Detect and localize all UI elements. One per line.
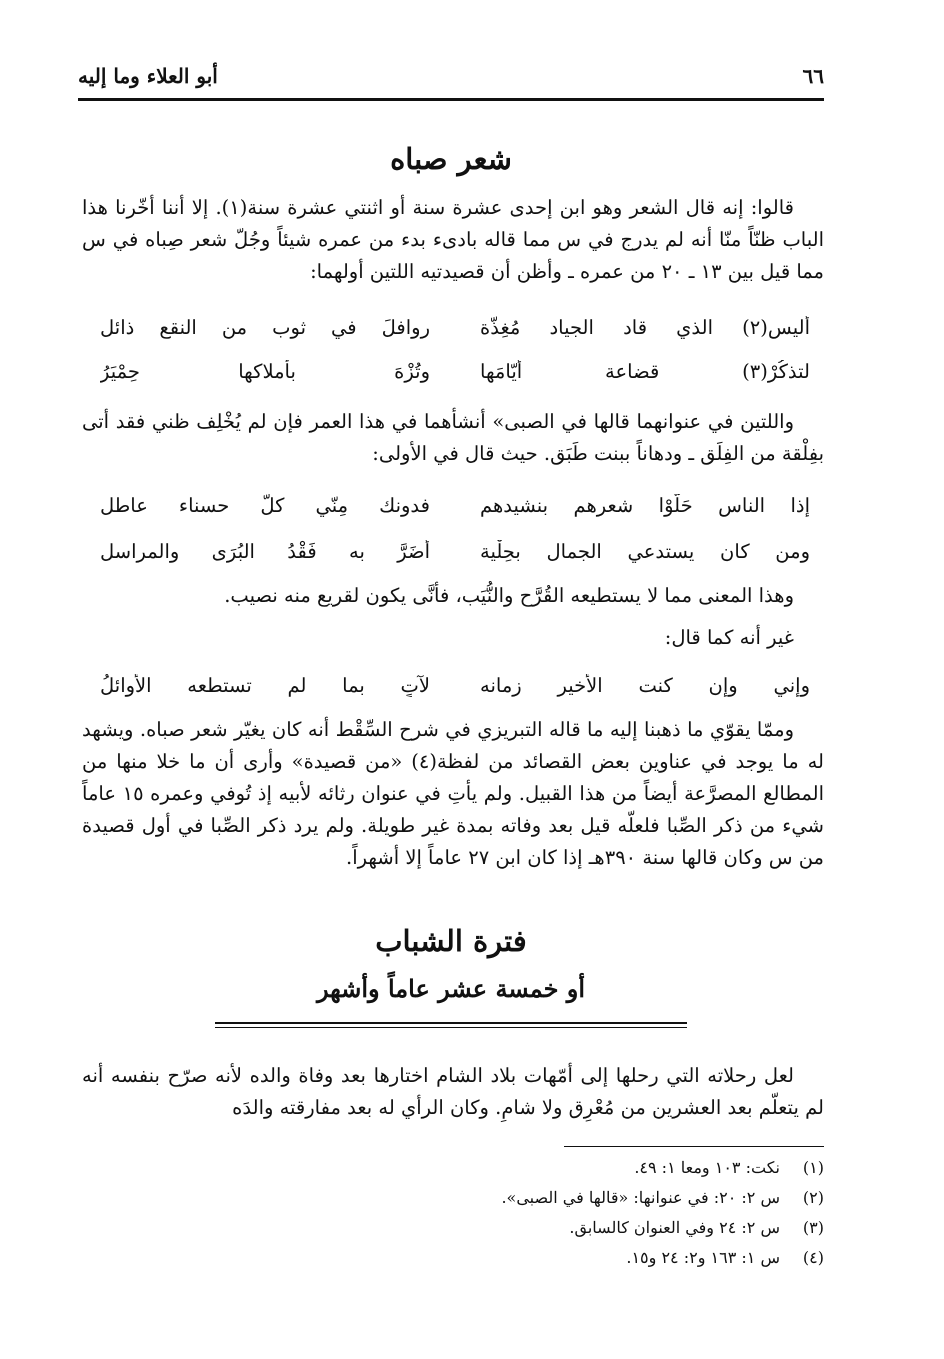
verse-first-hemistich: أليس(٢) الذي قاد الجياد مُغِذّة xyxy=(480,315,810,339)
verse-first-hemistich: إذا الناس حَلّوْا شعرهم بنشيدهم xyxy=(480,493,810,517)
paragraph: وهذا المعنى مما لا يستطيعه القُرَّح والنُّيَب، فأنَّى يكون لقريع منه نصيب. xyxy=(224,584,794,607)
running-title: أبو العلاء وما إليه xyxy=(78,64,218,88)
footnote xyxy=(120,1242,824,1272)
header-rule xyxy=(78,98,824,101)
verse-line xyxy=(100,310,810,344)
footnote-text: نكت: ١٠٣ ومعا ١: ٤٩. xyxy=(634,1157,780,1177)
footnote-number: (١) xyxy=(802,1157,824,1177)
paragraph: وممّا يقوّي ما ذهبنا إليه ما قاله التبريزي في شرح السِّقْط أنه كان يغيّر شعر صباه. ويشهد له ما يوجد في عناوين بعض القصائد من لفظة(٤) «من قصيدة» وأرى أن ما خلا منها من المطالع المصرَّعة أيضاً من هذا القبيل. ولم يأتِ في عنوان رثائه لأبيه إذ تُوفي وعمره ١٥ عاماً شيء من ذكر الصِّبا فلعلّه قيل بعد وفاته بمدة غير طويلة. ولم يرد ذكر الصِّبا في أول قصيدة من س وكان قالها سنة ٣٩٠هـ إذا كان ابن ٢٧ عاماً إلا أشهراً. xyxy=(82,718,825,869)
page-header xyxy=(78,56,824,96)
section-rule xyxy=(215,1022,687,1024)
verse-line xyxy=(100,354,810,388)
section-subtitle: أو خمسة عشر عاماً وأشهر xyxy=(316,974,586,1003)
verse-line xyxy=(100,534,810,568)
verse-first-hemistich: وإني وإن كنت الأخير زمانه xyxy=(480,673,810,697)
footnote-rule xyxy=(564,1146,824,1147)
verse-second-hemistich: وتُزْهَ بأملاكها حِمْيَرُ xyxy=(100,359,430,383)
footnote xyxy=(120,1152,824,1182)
footnote-text: س ٢: ٢٠: في عنوانها: «قالها في الصبى». xyxy=(501,1187,780,1207)
paragraph: قالوا: إنه قال الشعر وهو ابن إحدى عشرة سنة أو اثنتي عشرة سنة(١). إلا أننا أخّرنا هذا الباب ظنّاً منّا أنه لم يدرج في س مما قاله بادىء بدء من عمره شيئاً وجُلّ شعر صِباه في س مما قيل بين ١٣ ـ ٢٠ من عمره ـ وأظن أن قصيدتيه اللتين أولهما: xyxy=(82,196,824,283)
verse-first-hemistich: لتذكُرْ(٣) قضاعة أيّامَها xyxy=(480,359,810,383)
verse-second-hemistich: فدونك مِنّي كلَّ حسناء عاطل xyxy=(100,493,430,517)
verse-second-hemistich: روافلَ في ثوب من النقع ذائل xyxy=(100,315,430,339)
footnote xyxy=(120,1182,824,1212)
page-number: ٦٦ xyxy=(802,64,824,88)
paragraph: واللتين في عنوانهما قالها في الصبى» أنشأهما في هذا العمر فإن لم يُخْلِف ظني فقد أتى بفِلْقة من الفِلَق ـ ودهاناً ببنت طَبَق. حيث قال في الأولى: xyxy=(82,410,824,465)
verse-second-hemistich: أضَرَّ به فَقْدُ البُرَى والمراسل xyxy=(100,539,430,563)
footnote-text: س ١: ١٦٣ و٢: ٢٤ و١٥. xyxy=(626,1247,780,1267)
section-title: شعر صباه xyxy=(390,142,512,176)
section-title: فترة الشباب xyxy=(375,924,527,958)
verse-line xyxy=(100,488,810,522)
paragraph: غير أنه كما قال: xyxy=(664,626,794,649)
footnote-number: (٤) xyxy=(802,1247,824,1267)
verse-second-hemistich: لآتٍ بما لم تستطعه الأوائلُ xyxy=(100,673,430,697)
verse-first-hemistich: ومن كان يستدعي الجمال بحِلْية xyxy=(480,539,810,563)
paragraph: لعل رحلاته التي رحلها إلى أمّهات بلاد الشام اختارها بعد وفاة والده لأنه صرّح بنفسه أنه لم يتعلّم بعد العشرين من مُعْرِق ولا شامِ. وكان الرأي له بعد مفارقته والدَه xyxy=(82,1064,824,1119)
footnote-number: (٣) xyxy=(802,1217,824,1237)
verse-line xyxy=(100,668,810,702)
footnote-text: س ٢: ٢٤ وفي العنوان كالسابق. xyxy=(569,1217,780,1237)
section-rule xyxy=(215,1027,687,1028)
footnote-number: (٢) xyxy=(802,1187,824,1207)
footnotes xyxy=(120,1152,824,1272)
footnote xyxy=(120,1212,824,1242)
